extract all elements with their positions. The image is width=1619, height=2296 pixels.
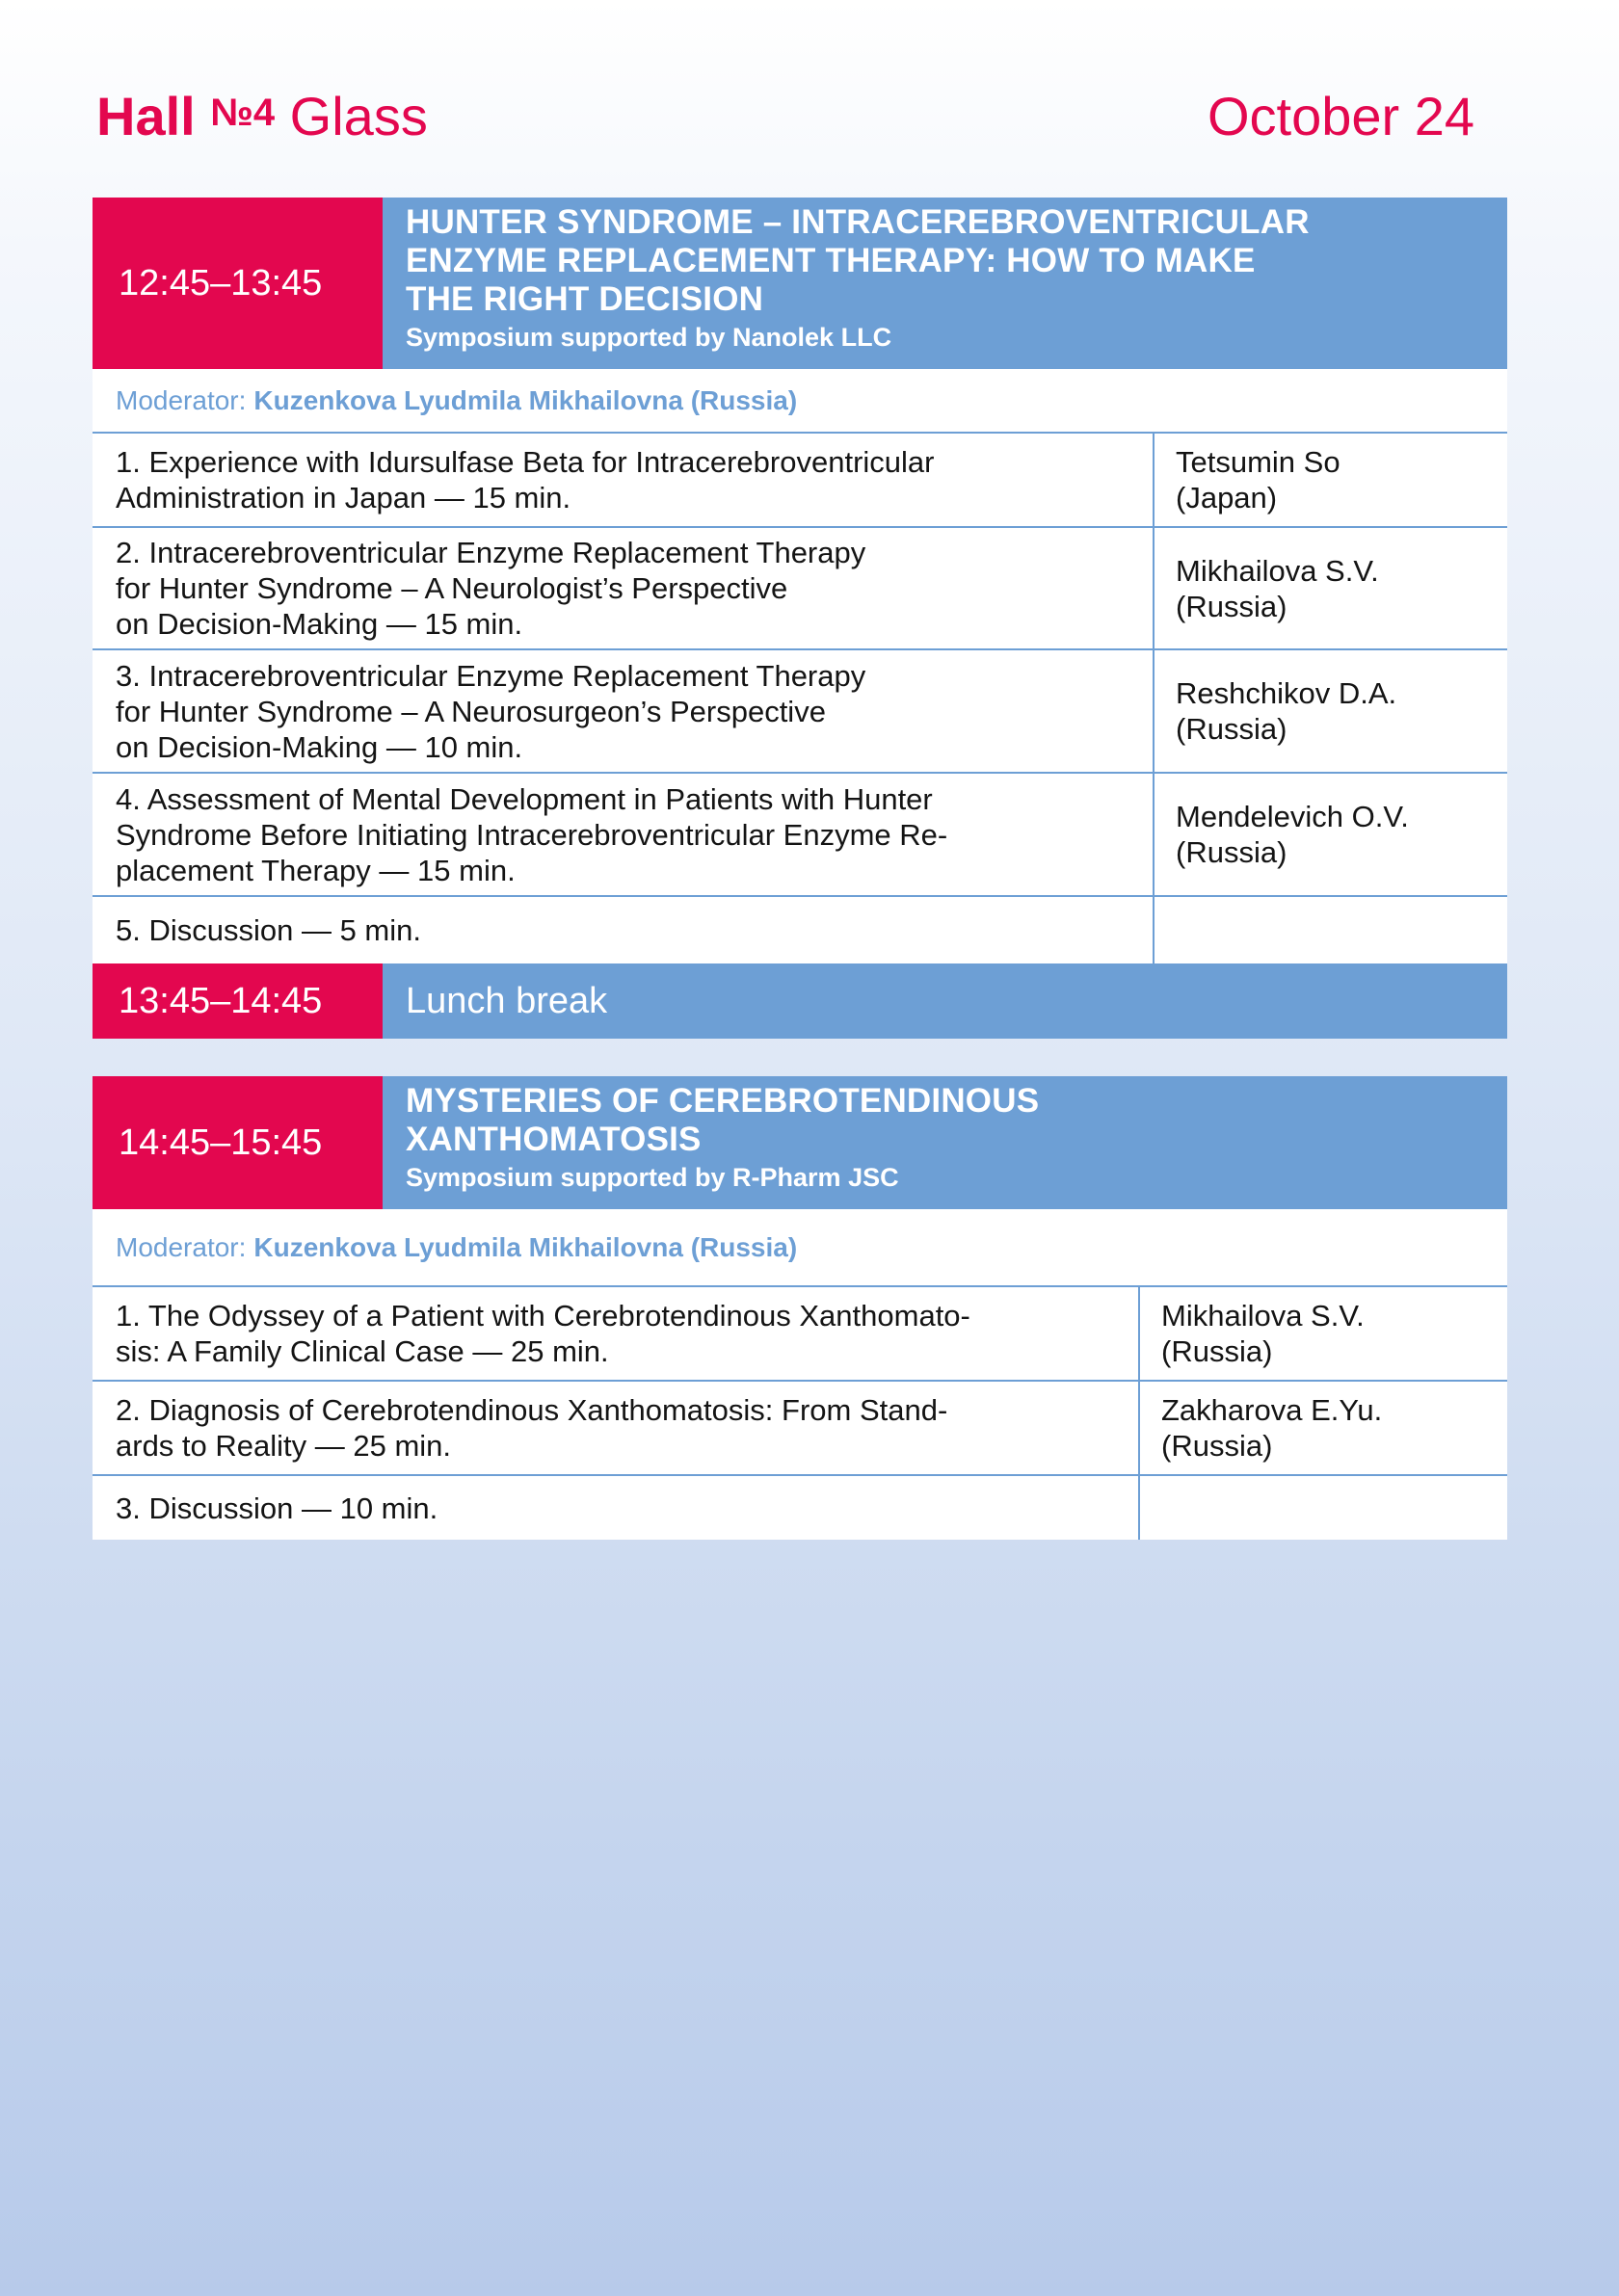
session-time: 14:45–15:45 [93, 1076, 383, 1209]
hall-number: №4 [210, 92, 276, 134]
talk-title: 1. The Odyssey of a Patient with Cerebrotendinous Xanthomato- sis: A Family Clinical Case — 25 min. [116, 1299, 970, 1368]
session-title-box [383, 1076, 1507, 1209]
talk-title: 2. Intracerebroventricular Enzyme Replacement Therapy for Hunter Syndrome – A Neurologist’s Perspective on Decision-Making — 15 min. [116, 536, 866, 641]
talk-speaker: Mendelevich O.V. (Russia) [1154, 773, 1507, 896]
table-row [93, 434, 1507, 527]
session-support: Symposium supported by R-Pharm JSC [406, 1163, 899, 1192]
moderator-label: Moderator: [116, 1231, 247, 1262]
talk-speaker: Mikhailova S.V. (Russia) [1139, 1287, 1507, 1381]
talk-speaker: Reshchikov D.A. (Russia) [1154, 649, 1507, 773]
table-row [93, 1287, 1507, 1381]
talk-title: 3. Discussion — 10 min. [116, 1491, 438, 1525]
moderator-row [93, 369, 1507, 434]
talk-speaker [1139, 1475, 1507, 1540]
table-row [93, 773, 1507, 896]
talk-speaker: Zakharova E.Yu. (Russia) [1139, 1381, 1507, 1475]
session-title-box [383, 198, 1507, 369]
table-row [93, 896, 1507, 963]
moderator-name: Kuzenkova Lyudmila Mikhailovna (Russia) [253, 1231, 798, 1262]
talk-title: 2. Diagnosis of Cerebrotendinous Xanthomatosis: From Stand- ards to Reality — 25 min. [116, 1393, 948, 1463]
session-header [93, 1076, 1507, 1209]
session-title: HUNTER SYNDROME – INTRACEREBROVENTRICULAR ENZYME REPLACEMENT THERAPY: HOW TO MAKE THE RIGHT DECISION [406, 203, 1310, 318]
table-row [93, 527, 1507, 649]
moderator-name: Kuzenkova Lyudmila Mikhailovna (Russia) [253, 384, 798, 415]
page-header [96, 85, 1474, 152]
hall-name: Glass [289, 86, 428, 146]
session-header [93, 198, 1507, 369]
talk-title: 3. Intracerebroventricular Enzyme Replacement Therapy for Hunter Syndrome – A Neurosurgeon’s Perspective on Decision-Making — 10 min. [116, 658, 866, 764]
event-date: October 24 [1207, 86, 1474, 146]
talk-speaker [1154, 896, 1507, 963]
talks-table [93, 1287, 1507, 1540]
table-row [93, 649, 1507, 773]
moderator-row [93, 1209, 1507, 1287]
session-title: MYSTERIES OF CEREBROTENDINOUS XANTHOMATOSIS [406, 1082, 1040, 1158]
session-time: 12:45–13:45 [93, 198, 383, 369]
session-hunter-syndrome [93, 198, 1507, 1039]
lunch-time: 13:45–14:45 [93, 963, 383, 1039]
talk-title: 4. Assessment of Mental Development in Patients with Hunter Syndrome Before Initiating Intracerebroventricular Enzyme Re- placement Therapy — 15 min. [116, 781, 948, 887]
talk-title: 1. Experience with Idursulfase Beta for Intracerebroventricular Administration in Japan — 15 min. [116, 445, 935, 515]
table-row [93, 1475, 1507, 1540]
session-cerebrotendinous-xanthomatosis [93, 1076, 1507, 1540]
talks-table [93, 434, 1507, 963]
moderator-label: Moderator: [116, 384, 247, 415]
talk-speaker: Tetsumin So (Japan) [1154, 434, 1507, 527]
table-row [93, 1381, 1507, 1475]
hall-prefix: Hall [96, 86, 196, 146]
hall-title [96, 85, 428, 147]
talk-title: 5. Discussion — 5 min. [116, 913, 421, 947]
session-support: Symposium supported by Nanolek LLC [406, 323, 892, 352]
lunch-break-row [93, 963, 1507, 1039]
talk-speaker: Mikhailova S.V. (Russia) [1154, 527, 1507, 649]
lunch-label: Lunch break [383, 963, 1507, 1039]
